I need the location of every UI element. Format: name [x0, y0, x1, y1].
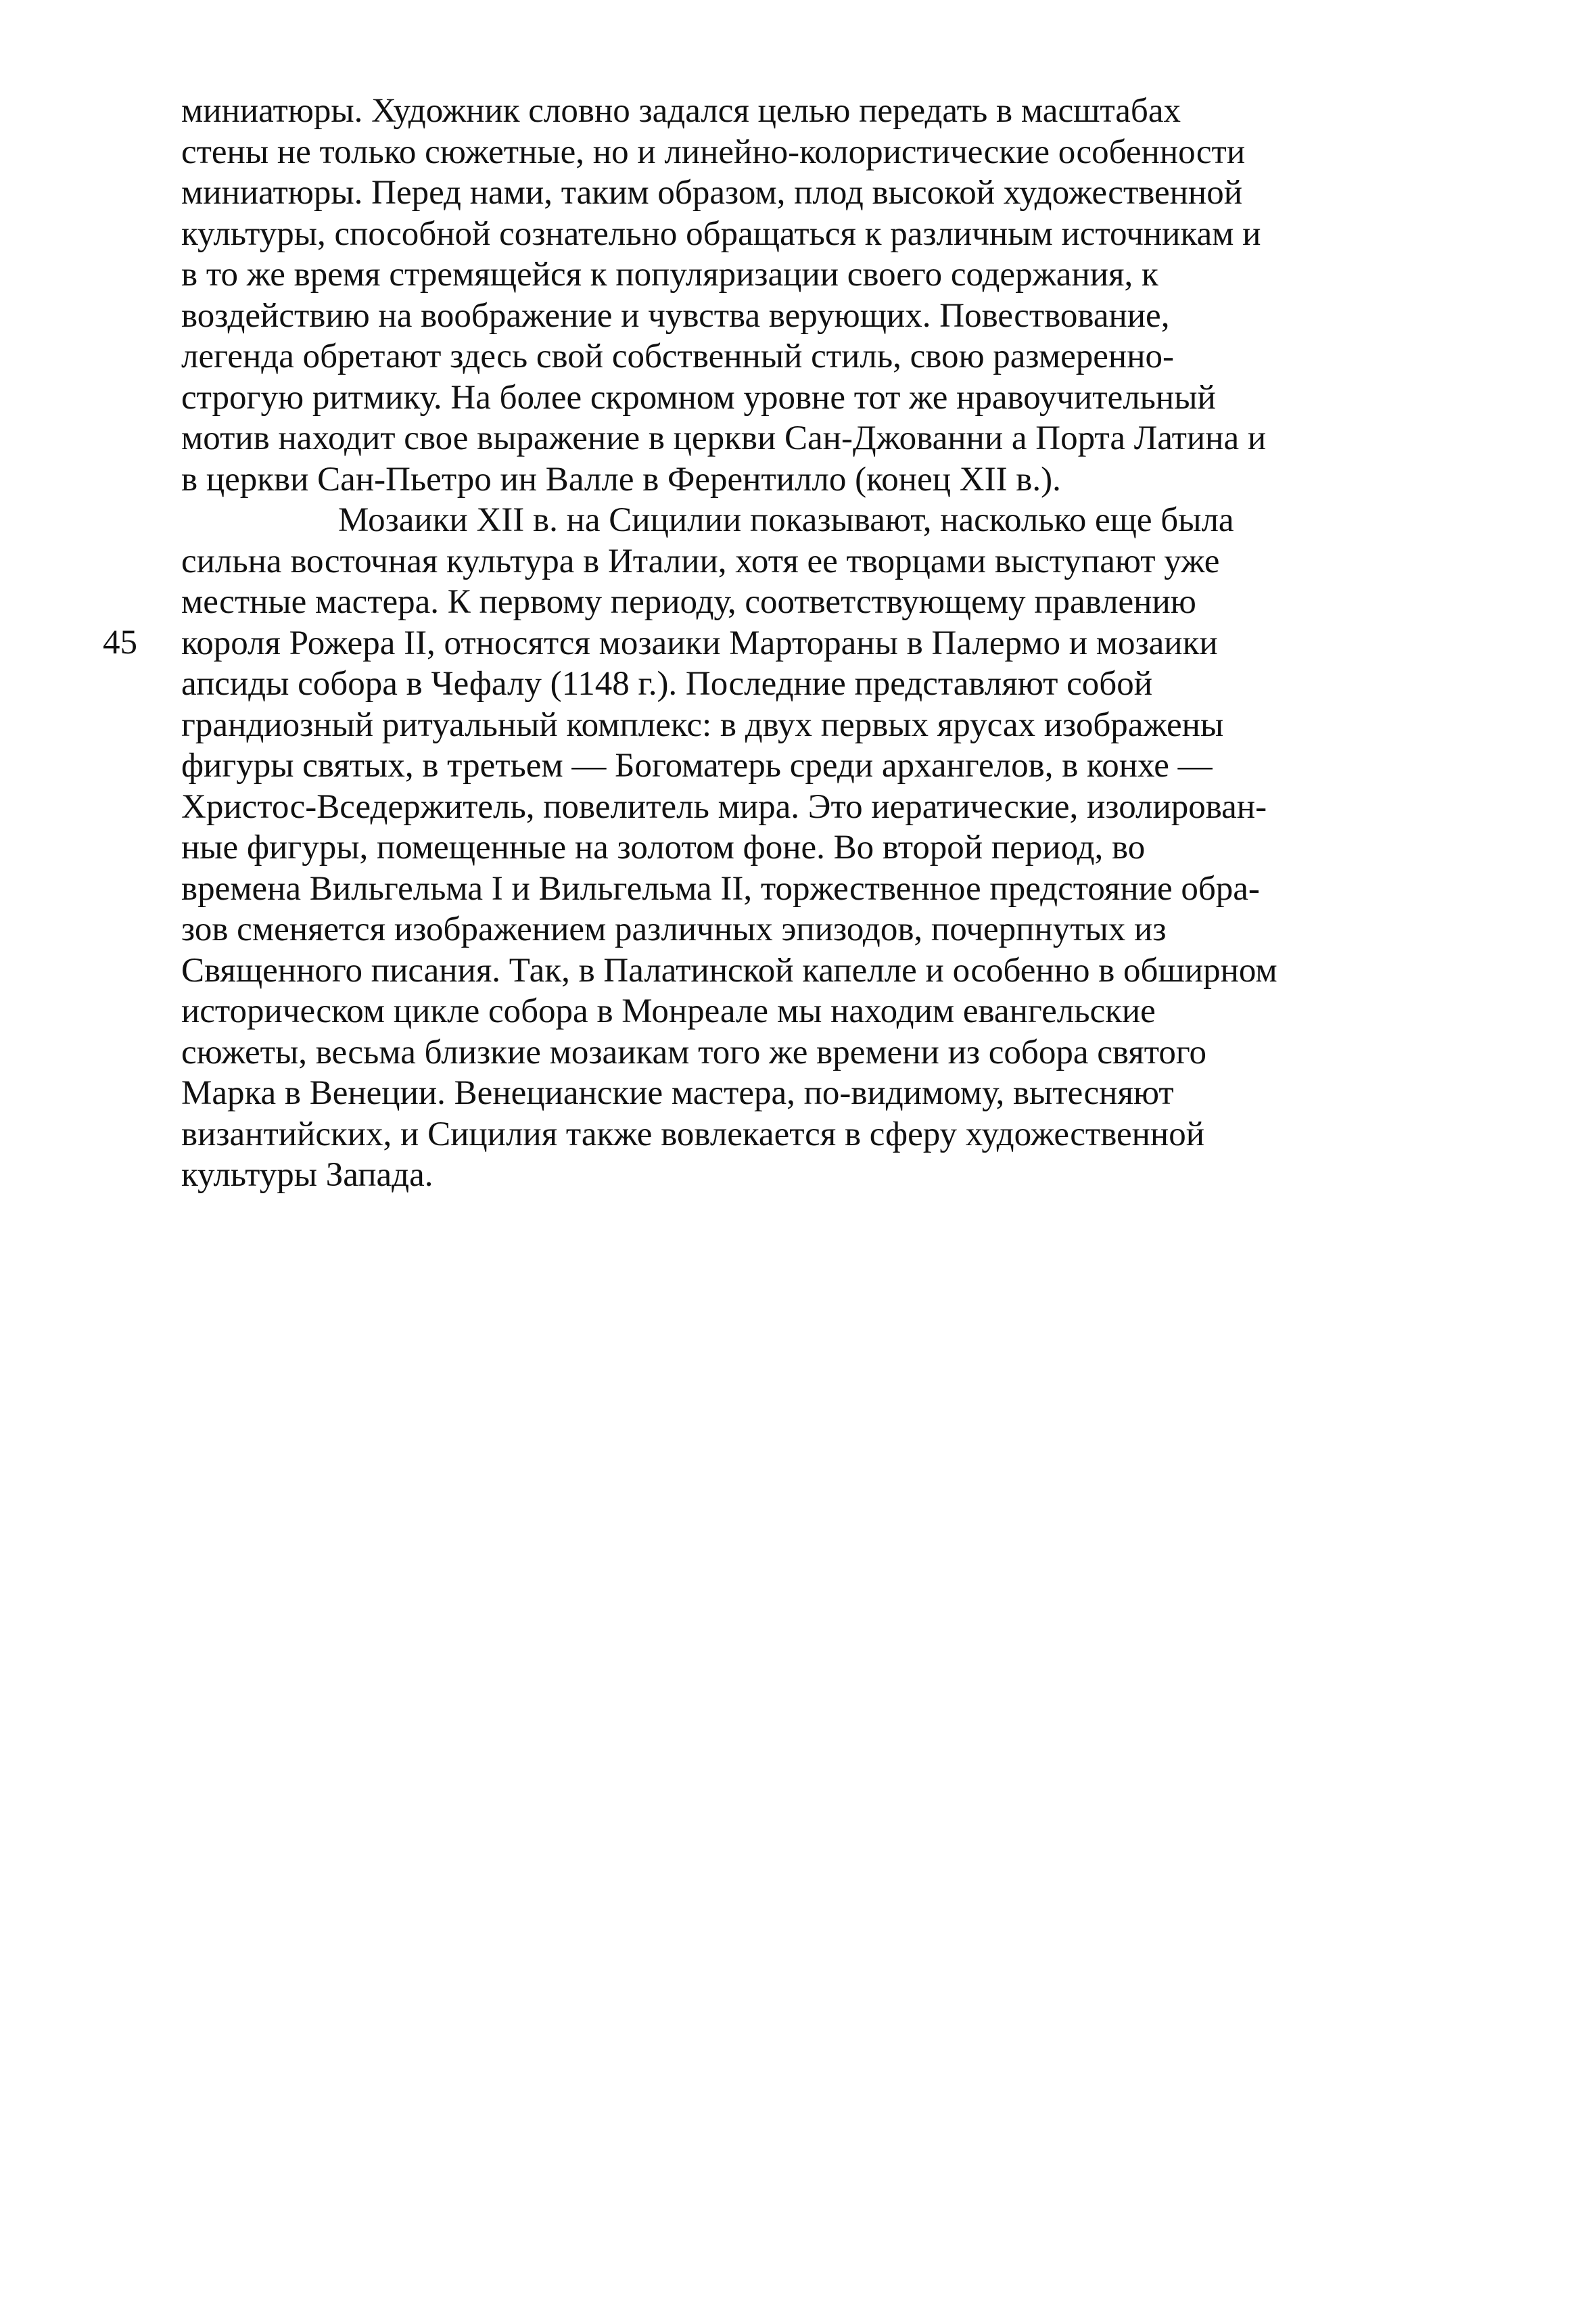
paragraph-first-line: Мозаики XII в. на Сицилии показывают, насколько еще была: [338, 501, 1234, 539]
text-line: Христос-Вседержитель, повелитель мира. Это иератические, изолирован-: [181, 787, 1267, 826]
text-line: воздействию на воображение и чувства верующих. Повествование,: [181, 296, 1170, 335]
text-line: легенда обретают здесь свой собственный стиль, свою размеренно-: [181, 338, 1174, 375]
text-line: сюжеты, весьма близкие мозаикам того же времени из собора святого: [181, 1033, 1207, 1071]
text-line: мотив находит свое выражение в церкви Сан-Джованни а Порта Латина и: [181, 419, 1267, 457]
text-line: в то же время стремящейся к популяризации своего содержания, к: [181, 256, 1158, 294]
text-line: строгую ритмику. На более скромном уровне тот же нравоучительный: [181, 378, 1216, 417]
text-line: Марка в Венеции. Венецианские мастера, по-видимому, вытесняют: [181, 1074, 1174, 1112]
text-line: стены не только сюжетные, но и линейно-колористические особенности: [181, 133, 1246, 171]
margin-line-number: 45: [103, 624, 137, 662]
text-line: культуры Запада.: [181, 1156, 433, 1194]
text-line: апсиды собора в Чефалу (1148 г.). Последние представляют собой: [181, 665, 1153, 703]
text-line: короля Рожера II, относятся мозаики Мартораны в Палермо и мозаики: [181, 624, 1218, 662]
text-line: миниатюры. Художник словно задался целью передать в масштабах: [181, 92, 1181, 130]
text-line: зов сменяется изображением различных эпизодов, почерпнутых из: [181, 910, 1167, 948]
body-text: [181, 91, 1507, 1196]
text-line: византийских, и Сицилия также вовлекается в сферу художественной: [181, 1115, 1205, 1153]
text-line: в церкви Сан-Пьетро ин Валле в Ферентилло (конец XII в.).: [181, 460, 1061, 499]
text-line: культуры, способной сознательно обращаться к различным источникам и: [181, 214, 1261, 253]
text-line: ные фигуры, помещенные на золотом фоне. Во второй период, во: [181, 829, 1146, 867]
text-line: времена Вильгельма I и Вильгельма II, торжественное предстояние обра-: [181, 869, 1260, 908]
text-line: грандиозный ритуальный комплекс: в двух первых ярусах изображены: [181, 706, 1224, 744]
text-line: миниатюры. Перед нами, таким образом, плод высокой художественной: [181, 174, 1243, 212]
text-line: фигуры святых, в третьем — Богоматерь среди архангелов, в конхе —: [181, 747, 1213, 785]
text-line: историческом цикле собора в Монреале мы находим евангельские: [181, 992, 1156, 1030]
text-line: сильна восточная культура в Италии, хотя ее творцами выступают уже: [181, 542, 1220, 580]
text-line: местные мастера. К первому периоду, соответствующему правлению: [181, 583, 1196, 621]
text-line: Священного писания. Так, в Палатинской капелле и особенно в обширном: [181, 951, 1277, 990]
